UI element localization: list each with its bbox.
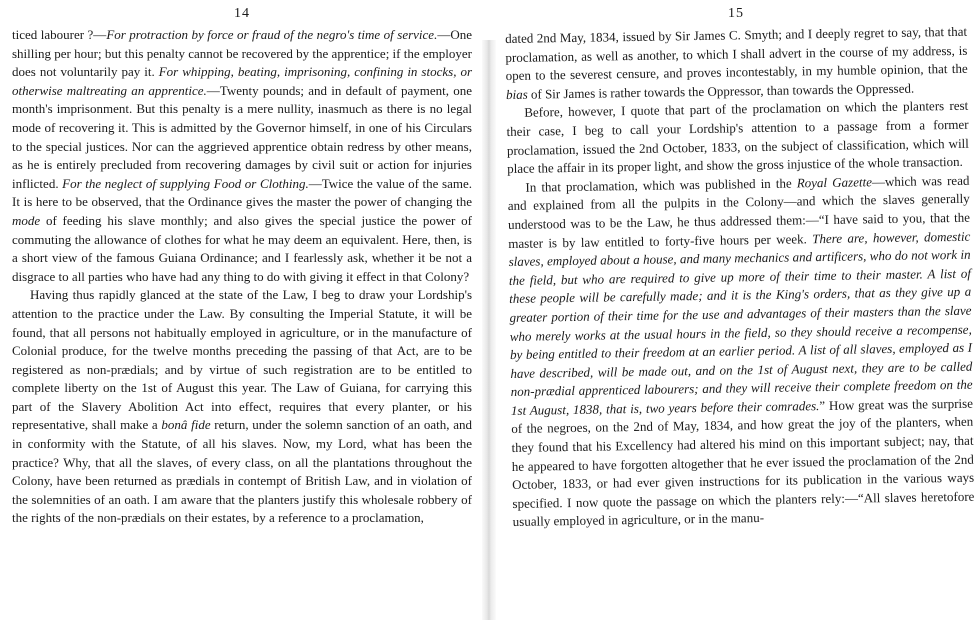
paragraph xyxy=(12,286,472,528)
text-run: —which was read and explained from all the pulpits in the Colony—and which the slaves generally understood was to be the Law, he thus addressed them:—“I have said to you, that the master is by law entitled to forty-five hours per week. xyxy=(507,172,971,251)
text-run: —Twice the value of the same. It is here to be observed, that the Ordinance gives the master the power of changing the xyxy=(12,175,472,210)
text-run: Having thus rapidly glanced at the state of the Law, I beg to draw your Lordship's attention to the practice under the Law. By consulting the Imperial Statute, it will be found, that all persons not habitually employed in agriculture, or in the manufacture of Colonial produce, for the twelve months preceding the passing of that Act, are to be registered as non-prædials; and by virtue of such registration are to be entitled to complete liberty on the 1st of August this year. The Law of Guiana, for carrying this part of the Slavery Abolition Act into effect, requires that every planter, or his representative, shall make a xyxy=(12,287,472,433)
right-page xyxy=(505,0,975,532)
text-run: —One shilling per hour; but this penalty cannot be recovered by the apprentice; if the employer does not voluntarily pay it. xyxy=(12,27,473,80)
text-run: In that proclamation, which was published in the xyxy=(525,175,797,195)
italic-run: There are, however, domestic slaves, employed about a house, and many mechanics and artificers, who do not work in the field, but who are required to give up more of their time to their master. A list of these people will be carefully made; and it is the King's orders, that as they give up a greater portion of their time for the use and advantages of their masters than the slave who merely works at the usual hours in the field, so they should receive a recompense, by being entitled to their freedom at an earlier period. A list of all slaves, employed as I have described, will be made out, and on the 1st of August next, they are to be called non-prædial apprenticed labourers; and they will receive their complete freedom on the 1st August, 1838, that is, two years before their comrades. xyxy=(508,228,973,418)
left-page xyxy=(12,0,472,528)
paragraph xyxy=(507,171,974,531)
text-run: ticed labourer ?— xyxy=(12,27,107,42)
text-run: —Twenty pounds; and in default of payment, one month's imprisonment. But this penalty is a mere nullity, inasmuch as there is no legal mode of recovering it. This is admitted by the Governor himself, in one of his Circulars to the special justices. Nor can the aggrieved apprentice obtain redress by other means, as he is entirely precluded from recovering damages by civil suit or action for injuries inflicted. xyxy=(12,82,472,191)
page-body xyxy=(505,23,975,532)
italic-run: mode xyxy=(12,212,41,228)
italic-run: bias xyxy=(505,86,528,102)
italic-run: Royal Gazette xyxy=(796,174,873,191)
page-number: 14 xyxy=(234,6,250,21)
italic-run: For the neglect of supplying Food or Clothing. xyxy=(62,175,309,191)
text-run: Before, however, I quote that part of the proclamation on which the planters rest their case, I beg to call your Lordship's attention to a passage from a former proclamation, issued the 2nd October, 1833, on the subject of classification, which will place the affair in its proper light, and show the gross injustice of the whole transaction. xyxy=(506,98,969,177)
text-run: dated 2nd May, 1834, issued by Sir James C. Smyth; and I deeply regret to say, that that proclamation, as well as another, to which I shall advert in the course of my address, is open to the severest censure, and proves incontestably, in my humble opinion, that the xyxy=(505,23,968,84)
page-body xyxy=(12,26,472,528)
text-run: ” How great was the surprise of the negroes, on the 2nd of May, 1834, and how great the joy of the planters, when they found that his Excellency had altered his mind on this important subject; nay, that he appeared to have forgotten altogether that he ever issued the proclamation of the 2nd October, 1833, or had ever given instructions for its publication in the various ways specified. I now quote the passage on which the planters rely:—“All slaves heretofore usually employed in agriculture, or in the manu- xyxy=(511,395,975,530)
text-run: of Sir James is rather towards the Oppressor, than towards the Oppressed. xyxy=(527,80,915,102)
italic-run: For protraction by force or fraud of the negro's time of service. xyxy=(106,27,438,42)
paragraph xyxy=(12,26,472,286)
text-run: of feeding his slave monthly; and also gives the special justice the power of commuting the allowance of clothes for what he may deem an equivalent. Here, then, is a short view of the famous Guiana Ordinance; and I fearlessly ask, whether it be not a disgrace to all parties who have had any thing to do with giving it effect in that Colony? xyxy=(12,212,472,284)
paragraph xyxy=(505,23,968,105)
italic-run: bonâ fide xyxy=(161,417,211,433)
italic-run: For whipping, beating, imprisoning, confining in stocks, or otherwise maltreating an apprentice. xyxy=(12,64,473,98)
text-run: return, under the solemn sanction of an oath, and in conformity with the Statute, of all his slaves. Now, my Lord, what has been the practice? Why, that all the slaves, of every class, on all the plantations throughout the Colony, have been returned as prædials in contempt of British Law, and in violation of the solemnities of an oath. I am aware that the planters justify this wholesale robbery of the rights of the non-prædials on their estates, by a reference to a proclamation, xyxy=(12,417,472,526)
paragraph xyxy=(506,97,969,179)
book-gutter xyxy=(482,40,496,620)
page-number: 15 xyxy=(728,6,744,21)
